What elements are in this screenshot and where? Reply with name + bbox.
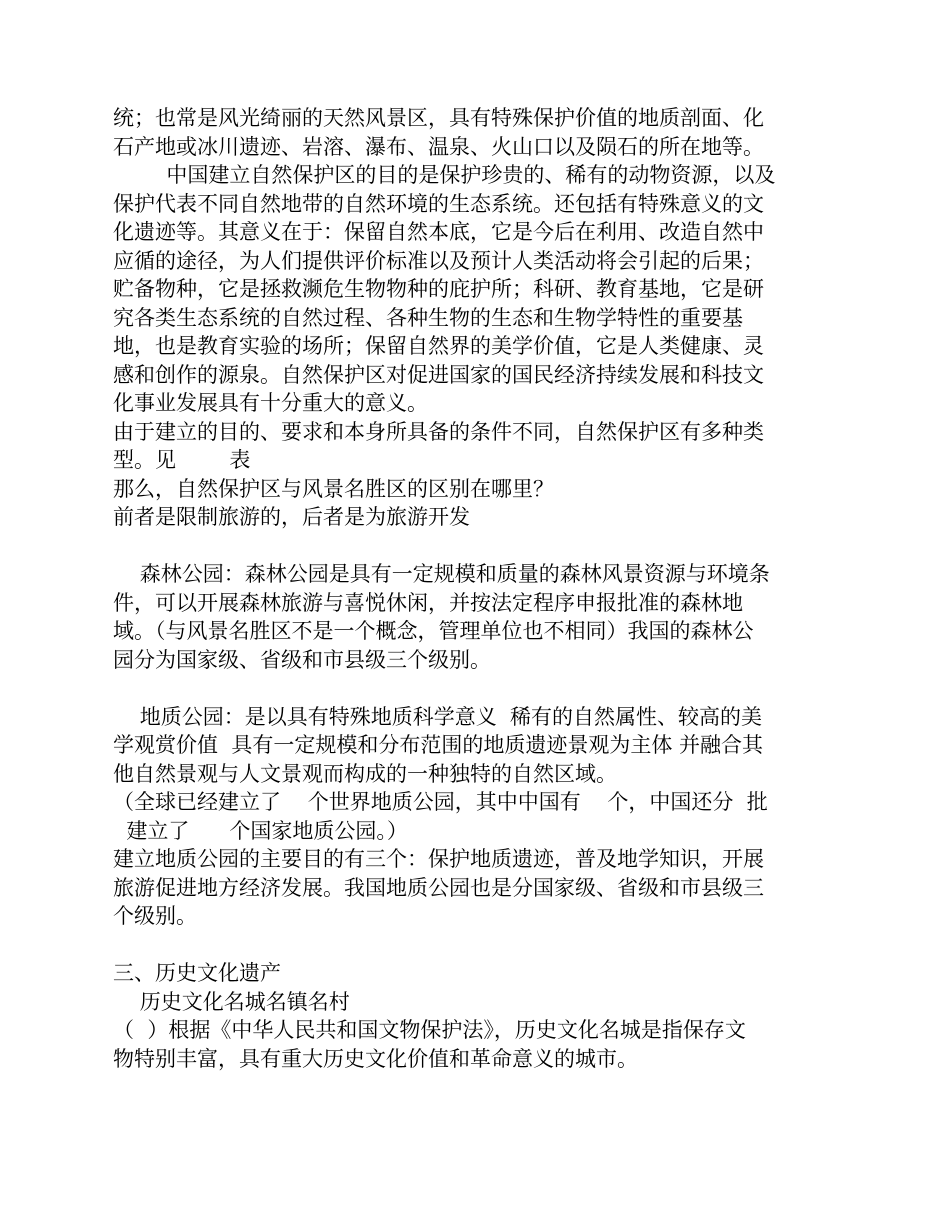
text-line: 感和创作的源泉。自然保护区对促进国家的国民经济持续发展和科技文 xyxy=(113,362,764,387)
text-line: 物特别丰富，具有重大历史文化价值和革命意义的城市。 xyxy=(113,1046,638,1071)
paragraph-reserve-purpose xyxy=(113,161,858,418)
text-line: 域。（与风景名胜区不是一个概念，管理单位也不相同）我国的森林公 xyxy=(113,619,754,643)
text-line: 件，可以开展森林旅游与喜悦休闲，并按法定程序申报批准的森林地 xyxy=(113,590,743,615)
paragraph-forest-park xyxy=(113,560,858,674)
paragraph-historic-city xyxy=(113,1016,858,1073)
text-line: （ ）根据《中华人民共和国文物保护法》，历史文化名城是指保存文 xyxy=(113,1018,746,1042)
text-line: 他自然景观与人文景观而构成的一种独特的自然区域。 xyxy=(113,761,617,786)
paragraph-geopark-goals xyxy=(113,845,858,931)
blank-line xyxy=(113,532,858,561)
paragraph-question xyxy=(113,475,858,504)
paragraph-reserve-types xyxy=(113,418,858,475)
text-line: 型。见 表 xyxy=(113,448,251,472)
text-line: 究各类生态系统的自然过程、各种生物的生态和生物学特性的重要基 xyxy=(113,305,743,330)
text-line: 那么，自然保护区与风景名胜区的区别在哪里？ xyxy=(113,476,554,501)
text-line: 中国建立自然保护区的目的是保护珍贵的、稀有的动物资源，以及 xyxy=(113,163,776,187)
text-line: 地，也是教育实验的场所；保留自然界的美学价值，它是人类健康、灵 xyxy=(113,334,764,358)
text-line: 统；也常是风光绮丽的天然风景区，具有特殊保护价值的地质剖面、化 xyxy=(113,106,764,130)
paragraph-answer xyxy=(113,503,858,532)
text-line: 个级别。 xyxy=(113,904,197,928)
text-line: 森林公园：森林公园是具有一定规模和质量的森林风景资源与环境条 xyxy=(113,562,770,586)
paragraph-geological-sites xyxy=(113,104,858,161)
text-line: 园分为国家级、省级和市县级三个级别。 xyxy=(113,647,491,672)
text-line: 贮备物种，它是拯救濒危生物物种的庇护所；科研、教育基地，它是研 xyxy=(113,277,764,301)
text-line: 化事业发展具有十分重大的意义。 xyxy=(113,391,428,415)
text-line: 历史文化名城名镇名村 xyxy=(113,989,350,1014)
text-line: 保护代表不同自然地带的自然环境的生态系统。还包括有特殊意义的文 xyxy=(113,191,764,216)
paragraph-geopark xyxy=(113,703,858,789)
text-line: 化遗迹等。其意义在于：保留自然本底，它是今后在利用、改造自然中 xyxy=(113,220,764,244)
document-page xyxy=(113,104,858,1073)
text-line: （全球已经建立了 个世界地质公园，其中中国有 个，中国还分 批 xyxy=(113,790,768,814)
text-line: 学观赏价值 具有一定规模和分布范围的地质遗迹景观为主体 并融合其 xyxy=(113,733,764,757)
text-line: 地质公园：是以具有特殊地质科学意义 稀有的自然属性、较高的美 xyxy=(113,704,763,729)
text-line: 旅游促进地方经济发展。我国地质公园也是分国家级、省级和市县级三 xyxy=(113,875,764,900)
text-line: 建立地质公园的主要目的有三个：保护地质遗迹，普及地学知识，开展 xyxy=(113,847,764,871)
text-line: 应循的途径，为人们提供评价标准以及预计人类活动将会引起的后果； xyxy=(113,248,764,273)
text-line: 建立了 个国家地质公园。） xyxy=(113,818,408,843)
blank-line xyxy=(113,931,858,960)
text-line: 石产地或冰川遗迹、岩溶、瀑布、温泉、火山口以及陨石的所在地等。 xyxy=(113,134,764,159)
subsection-heading xyxy=(113,988,858,1017)
paragraph-geopark-note xyxy=(113,788,858,845)
text-line: 前者是限制旅游的，后者是为旅游开发 xyxy=(113,505,470,529)
text-line: 由于建立的目的、要求和本身所具备的条件不同，自然保护区有多种类 xyxy=(113,419,764,444)
section-heading xyxy=(113,959,858,988)
blank-line xyxy=(113,674,858,703)
text-line: 三、历史文化遗产 xyxy=(113,961,281,985)
